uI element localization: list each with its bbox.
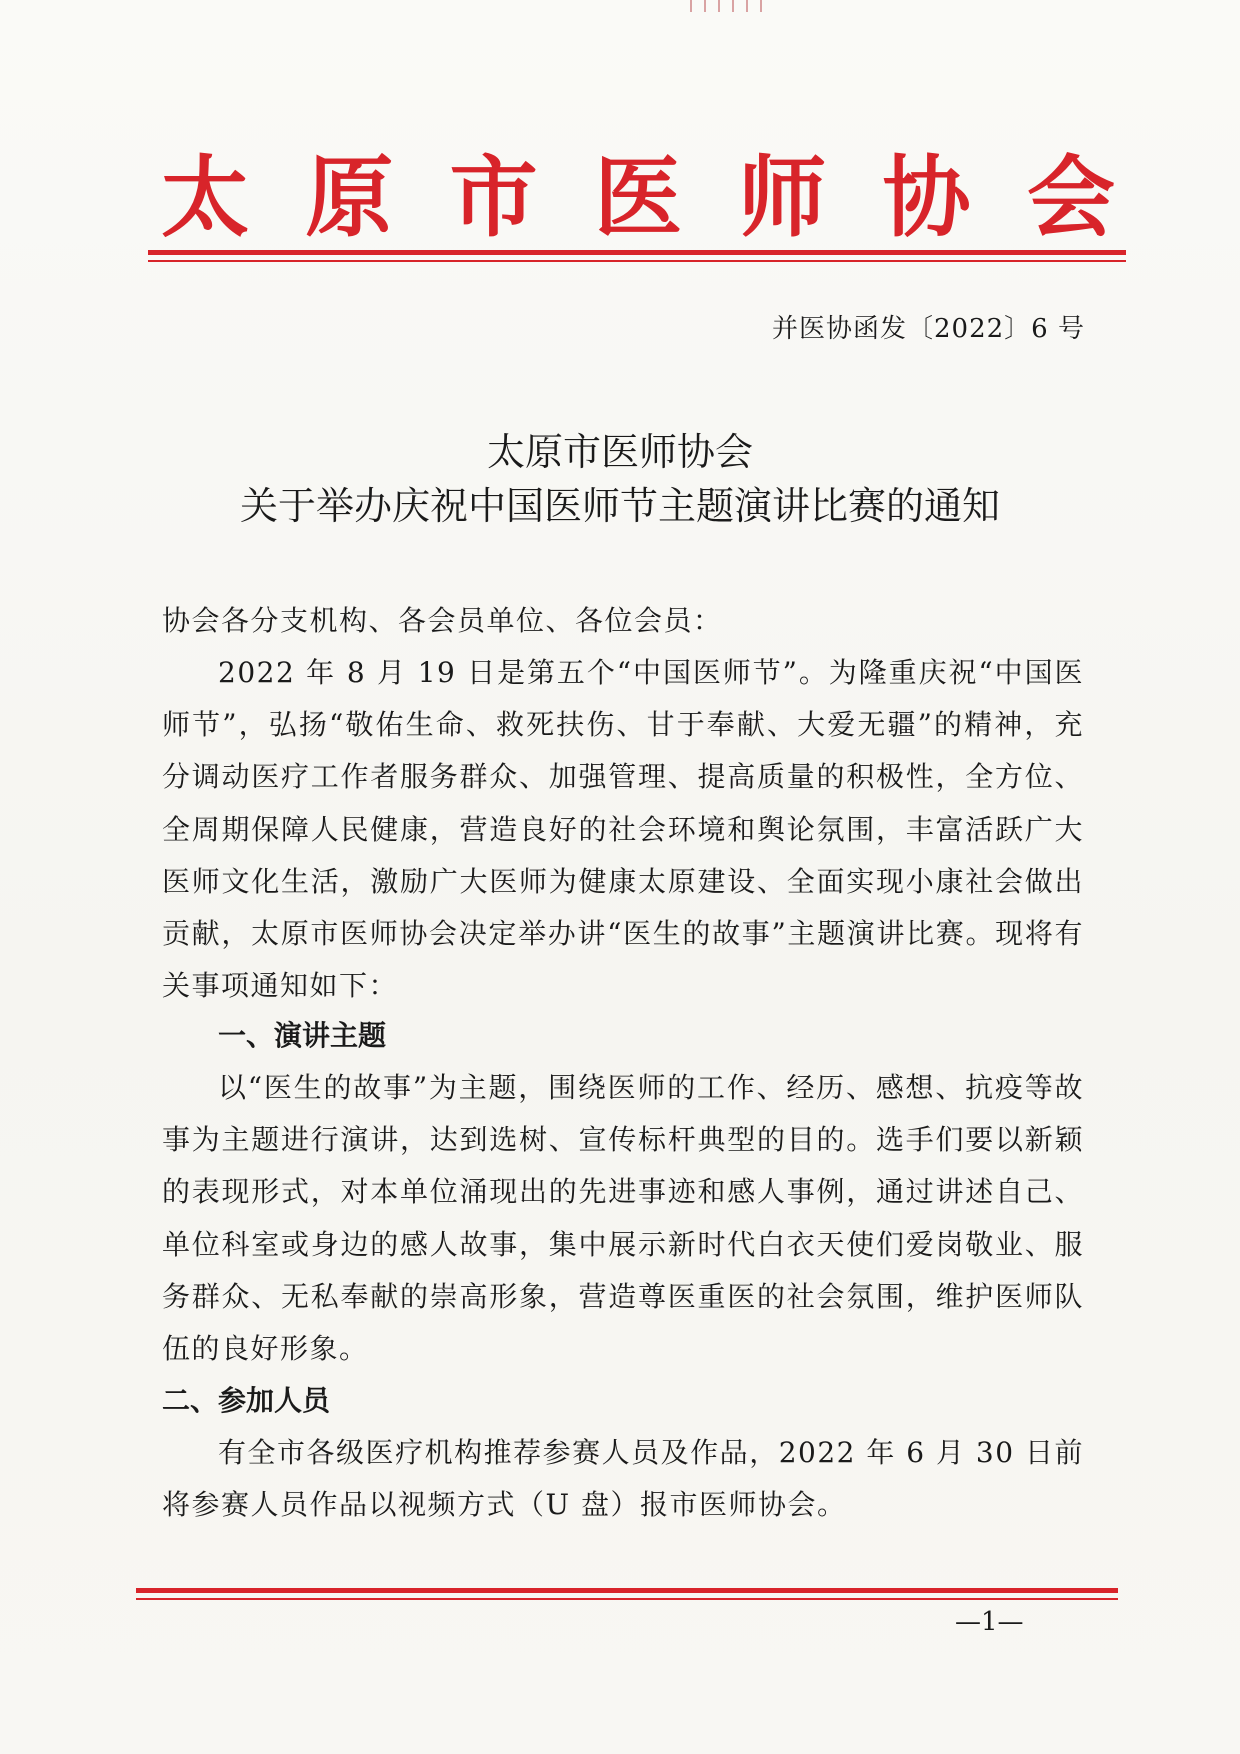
salutation-text: 协会各分支机构、各会员单位、各位会员： — [162, 604, 723, 637]
footer-rule-thin — [136, 1598, 1118, 1600]
page-number: —1— — [955, 1607, 1024, 1637]
letterhead-char: 医 — [593, 145, 682, 249]
section1-paragraph — [162, 1062, 1084, 1375]
letterhead-rule-thin — [148, 260, 1126, 262]
letterhead-char: 太 — [160, 145, 249, 249]
intro-paragraph — [162, 647, 1084, 1012]
letterhead-char: 原 — [305, 145, 394, 249]
letterhead-title — [150, 145, 1126, 249]
notice-title-line1: 太原市医师协会 — [486, 430, 753, 474]
section1-heading: 一、演讲主题 — [218, 1019, 387, 1052]
letterhead-char: 师 — [738, 145, 827, 249]
section2-text: 有全市各级医疗机构推荐参赛人员及作品，2022 年 6 月 30 日前将参赛人员作品以视频方式（U 盘）报市医师协会。 — [162, 1436, 1084, 1522]
intro-text: 2022 年 8 月 19 日是第五个“中国医师节”。为隆重庆祝“中国医师节”，弘扬“敬佑生命、救死扶伤、甘于奉献、大爱无疆”的精神，充分调动医疗工作者服务群众、加强管理、提高质量的积极性，全方位、全周期保障人民健康，营造良好的社会环境和舆论氛围，丰富活跃广大医师文化生活，激励广大医师为健康太原建设、全面实现小康社会做出贡献，太原市医师协会决定举办讲“医生的故事”主题演讲比赛。现将有关事项通知如下： — [162, 656, 1084, 1003]
section1-text: 以“医生的故事”为主题，围绕医师的工作、经历、感想、抗疫等故事为主题进行演讲，达到选树、宣传标杆典型的目的。选手们要以新颖的表现形式，对本单位涌现出的先进事迹和感人事例，通过讲述自己、单位科室或身边的感人故事，集中展示新时代白衣天使们爱岗敬业、服务群众、无私奉献的崇高形象，营造尊医重医的社会氛围，维护医师队伍的良好形象。 — [162, 1071, 1084, 1366]
document-number: 并医协函发〔2022〕6 号 — [772, 314, 1085, 344]
section2-paragraph — [162, 1427, 1084, 1531]
notice-title-line2: 关于举办庆祝中国医师节主题演讲比赛的通知 — [239, 484, 1000, 528]
edge-marks — [690, 0, 780, 14]
letterhead-rule-thick — [148, 250, 1126, 255]
letterhead-char: 市 — [449, 145, 538, 249]
section2-heading: 二、参加人员 — [162, 1384, 331, 1417]
letterhead-char: 会 — [1026, 145, 1115, 249]
footer-rule-thick — [136, 1588, 1118, 1593]
salutation — [162, 595, 1084, 647]
letterhead-char: 协 — [882, 145, 971, 249]
